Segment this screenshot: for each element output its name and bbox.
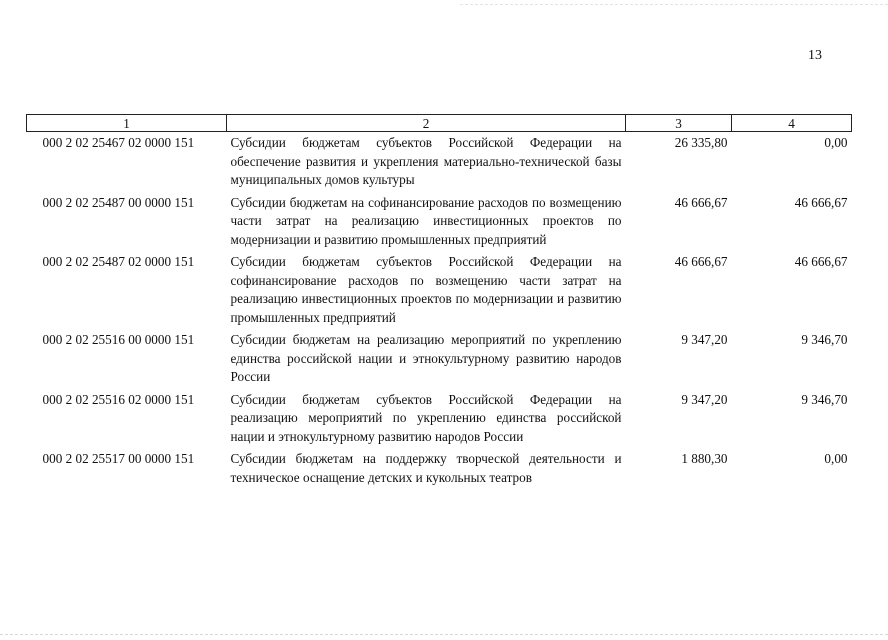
header-row [27,115,852,132]
budget-code-cell: 000 2 02 25467 02 0000 151 [42,135,195,150]
description-cell: Субсидии бюджетам субъектов Российской Федерации на софинансирование расходов по возмещению части затрат на реализацию инвестиционных проектов по модернизации и развитию промышленных предприятий [230,254,622,325]
amount-col3-cell: 1 880,30 [681,451,728,466]
amount-col3-cell: 9 347,20 [681,332,728,347]
page-number: 13 [808,48,822,63]
amount-col4-cell: 9 346,70 [801,391,848,407]
table-row [27,329,852,389]
scan-edge-mark-top [460,4,888,6]
table-row [27,251,852,329]
table-row [27,389,852,449]
header-cell-3: 3 [626,115,732,132]
budget-code-cell: 000 2 02 25487 02 0000 151 [42,254,195,269]
scan-edge-mark-bottom [0,634,888,636]
header-cell-2: 2 [227,115,626,132]
description-cell: Субсидии бюджетам субъектов Российской Федерации на обеспечение развития и укрепления материально-технической базы муниципальных домов культуры [230,135,622,187]
budget-table [26,114,852,489]
amount-col3-cell: 26 335,80 [674,135,728,150]
budget-code-cell: 000 2 02 25487 00 0000 151 [42,194,195,210]
description-cell: Субсидии бюджетам субъектов Российской Федерации на реализацию мероприятий по укреплению единства российской нации и этнокультурному развитию народов России [230,391,622,444]
amount-col4-cell: 46 666,67 [794,194,848,210]
amount-col4-cell: 0,00 [824,451,848,466]
budget-code-cell: 000 2 02 25517 00 0000 151 [42,451,195,466]
table-body [27,132,852,490]
description-cell: Субсидии бюджетам на софинансирование расходов по возмещению части затрат на реализацию инвестиционных проектов по модернизации и развитию промышленных предприятий [230,194,622,247]
table-header [27,115,852,132]
amount-col4-cell: 46 666,67 [794,254,848,269]
budget-code-cell: 000 2 02 25516 02 0000 151 [42,391,195,407]
description-cell: Субсидии бюджетам на поддержку творческой деятельности и техническое оснащение детских и кукольных театров [230,451,622,485]
description-cell: Субсидии бюджетам на реализацию мероприятий по укреплению единства российской нации и этнокультурному развитию народов России [230,332,622,384]
table-row [27,192,852,252]
header-cell-4: 4 [732,115,852,132]
amount-col4-cell: 0,00 [824,135,848,150]
amount-col3-cell: 46 666,67 [674,254,728,269]
amount-col3-cell: 9 347,20 [681,391,728,407]
header-cell-1: 1 [27,115,227,132]
amount-col4-cell: 9 346,70 [801,332,848,347]
amount-col3-cell: 46 666,67 [674,194,728,210]
budget-code-cell: 000 2 02 25516 00 0000 151 [42,332,195,347]
table-row [27,448,852,489]
table-row [27,132,852,192]
